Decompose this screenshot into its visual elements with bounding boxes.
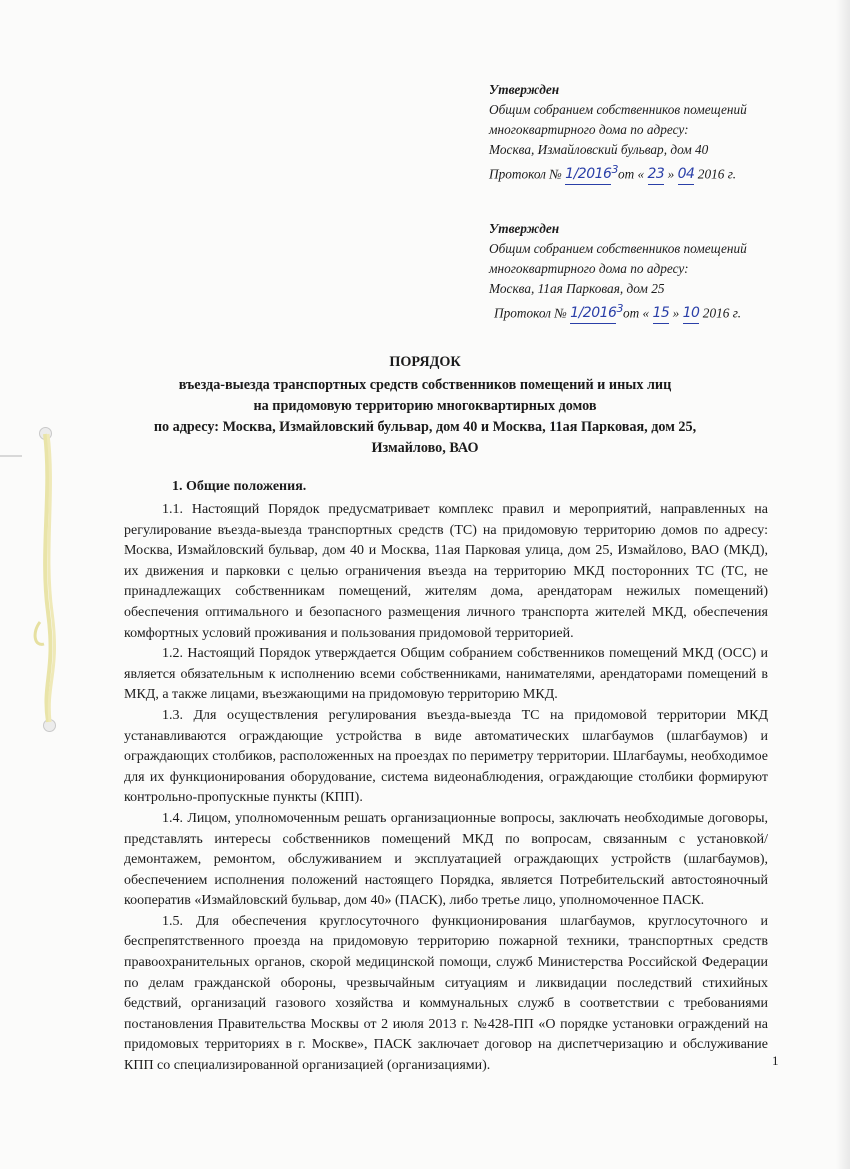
protocol-from: от « <box>617 166 645 182</box>
protocol-number: 1/2016 <box>565 164 611 185</box>
approval-block-2 <box>489 219 819 324</box>
approval-block-1 <box>489 80 819 185</box>
paragraph-1-4: 1.4. Лицом, уполномоченным решать организационные вопросы, заключать необходимые договоры, представлять интересы собственников помещений МКД по вопросам, связанным с установкой/демонтажем, ремонтом, обслуживанием и эксплуатацией ограждающих устройств (шлагбаумов), обеспечением исполнения положений настоящего Порядка, является Потребительский автостояночный кооператив «Измайловский бульвар, дом 40» (ПАСК), либо третье лицо, уполномоченное ПАСК. <box>124 810 768 909</box>
page-edge <box>836 0 850 1169</box>
protocol-month: 10 <box>683 303 700 324</box>
paragraph-1-3: 1.3. Для осуществления регулирования въезда-выезда ТС на придомовой территории МКД устанавливаются ограждающие устройства в виде автоматических шлагбаумов (шлагбаумов) и ограждающих столбиков, расположенных на проездах по периметру территории. Шлагбаумы, необходимое для их функционирования оборудование, система видеонаблюдения, ограждающие столбики формируют контрольно-пропускные пункты (КПП). <box>124 707 768 806</box>
protocol-mid: » <box>667 166 675 182</box>
protocol-superscript: 3 <box>616 302 623 315</box>
title-line: по адресу: Москва, Измайловский бульвар, дом 40 и Москва, 11ая Парковая, дом 25, <box>153 419 697 435</box>
page-number: 1 <box>772 1053 779 1068</box>
approval-address: Москва, 11ая Парковая, дом 25 <box>489 281 665 296</box>
protocol-number: 1/2016 <box>570 303 616 324</box>
section-body <box>124 500 768 1077</box>
approval-line: Общим собранием собственников помещений <box>489 102 747 117</box>
protocol-line <box>489 160 819 185</box>
protocol-from: от « <box>622 305 650 321</box>
protocol-day: 23 <box>648 164 665 185</box>
approval-heading: Утвержден <box>489 221 560 236</box>
protocol-superscript: 3 <box>611 163 618 176</box>
approval-line: многоквартирного дома по адресу: <box>489 261 689 276</box>
protocol-line <box>489 299 819 324</box>
paragraph-1-1: 1.1. Настоящий Порядок предусматривает комплекс правил и мероприятий, направленных на регулирование въезда-выезда транспортных средств (ТС) на придомовую территорию домов по адресу: Москва, Измайловский бульвар, дом 40 и Москва, 11ая Парковая улица, дом 25, Измайлово, ВАО (МКД), их движения и парковки с целью ограничения въезда на территорию МКД посторонних ТС (ТС, не принадлежащих собственникам помещений, жителям дома, арендаторам нежилых помещений) обеспечения оптимального и безопасного размещения личного транспорта жителей МКД, обеспечения комфортных условий проживания и пользования придомовой территорией. <box>124 502 768 641</box>
protocol-month: 04 <box>678 164 695 185</box>
document-title <box>110 352 740 459</box>
approval-line: многоквартирного дома по адресу: <box>489 122 689 137</box>
title-line: въезда-выезда транспортных средств собственников помещений и иных лиц <box>178 377 672 393</box>
binding-fold <box>0 455 22 457</box>
title-line: на придомовую территорию многоквартирных домов <box>253 398 597 414</box>
approval-address: Москва, Измайловский бульвар, дом 40 <box>489 142 709 157</box>
approval-line: Общим собранием собственников помещений <box>489 241 747 256</box>
paragraph-1-5: 1.5. Для обеспечения круглосуточного функционирования шлагбаумов, круглосуточного и беспрепятственного проезда на придомовую территорию пожарной техники, транспортных средств правоохранительных органов, скорой медицинской помощи, служб Министерства Российской Федерации по делам гражданской обороны, чрезвычайным ситуациям и ликвидации последствий стихийных бедствий, организаций газового хозяйства и коммунальных служб в соответствии с требованиями постановления Правительства Москвы от 2 июля 2013 г. №428-ПП «О порядке установки ограждений на придомовых территориях в г. Москве», ПАСК заключает договор на диспетчеризацию и обслуживание КПП со специализированной организацией (организациями). <box>124 913 768 1074</box>
protocol-year: 2016 г. <box>697 166 737 182</box>
protocol-prefix: Протокол № <box>494 305 567 321</box>
section-heading: 1. Общие положения. <box>172 479 307 494</box>
approval-heading: Утвержден <box>489 82 560 97</box>
binding-thread <box>30 432 70 724</box>
title-line: Измайлово, ВАО <box>371 440 479 456</box>
protocol-mid: » <box>672 305 680 321</box>
protocol-year: 2016 г. <box>702 305 742 321</box>
title-main: ПОРЯДОК <box>389 354 461 370</box>
paragraph-1-2: 1.2. Настоящий Порядок утверждается Общим собранием собственников помещений МКД (ОСС) и является обязательным к исполнению всеми собственниками, нанимателями, арендаторами помещений в МКД, а также лицами, въезжающими на придомовую территорию МКД. <box>124 646 768 703</box>
protocol-prefix: Протокол № <box>489 166 562 182</box>
protocol-day: 15 <box>653 303 670 324</box>
